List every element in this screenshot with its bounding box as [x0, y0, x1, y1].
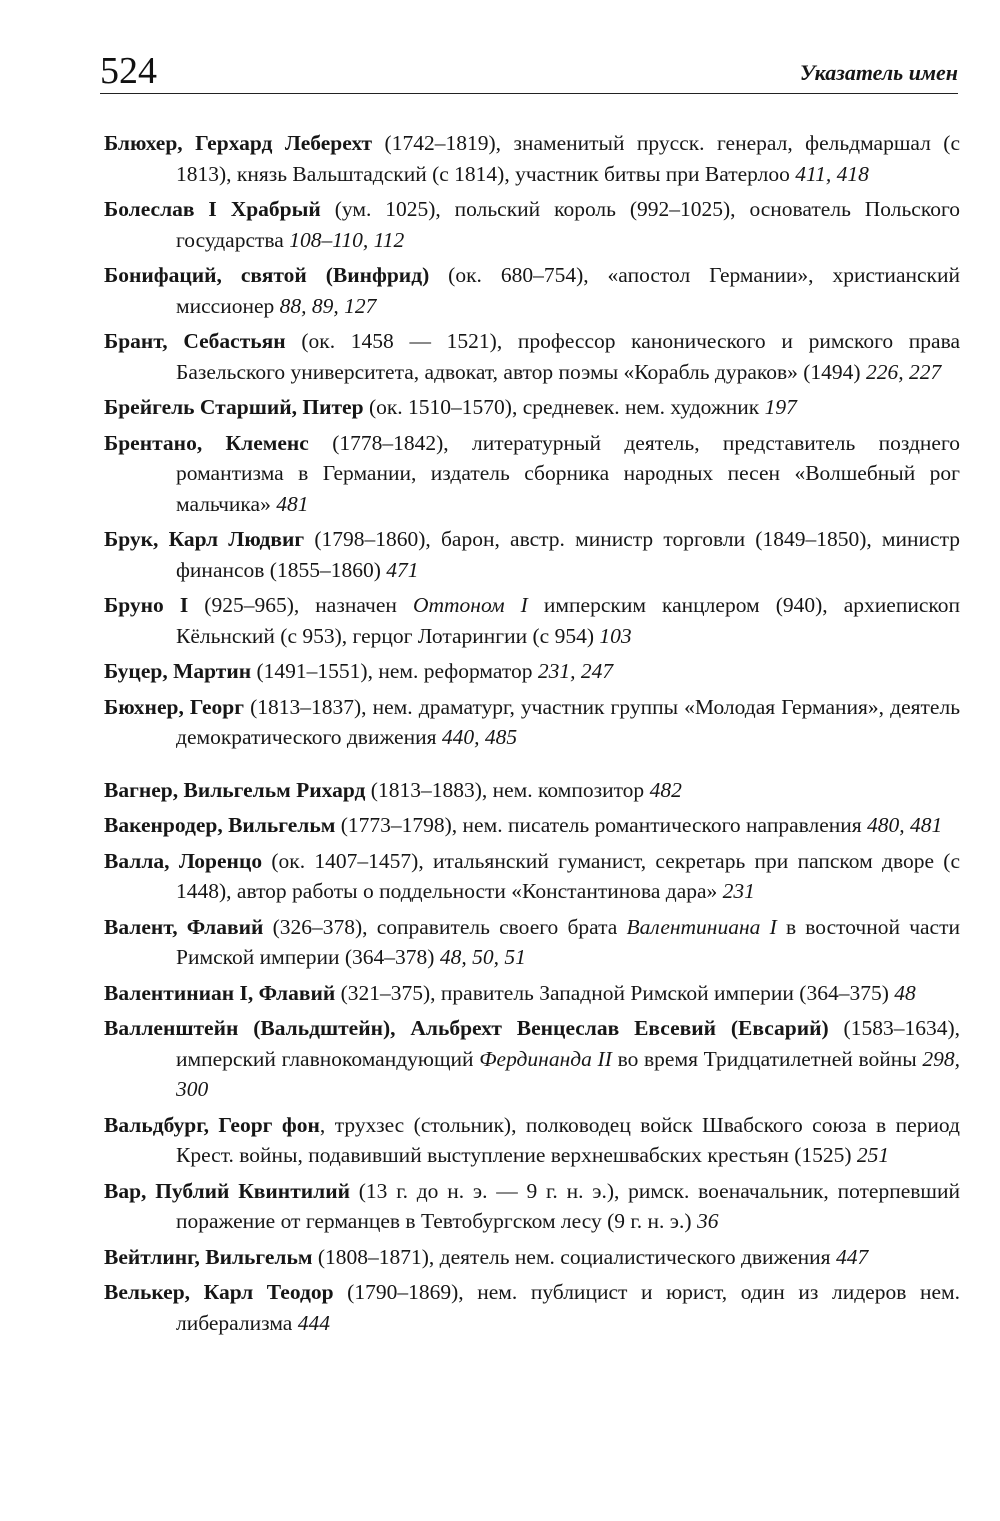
index-entry [104, 326, 960, 387]
entry-pages: 440, 485 [441, 725, 518, 749]
entry-pages: 444 [297, 1310, 330, 1335]
index-entry [104, 656, 960, 687]
entry-name: Брант, Себастьян [104, 329, 286, 353]
entry-pages: 480, 481 [867, 813, 943, 837]
index-entry [104, 846, 960, 907]
index-entry [104, 810, 960, 841]
entry-name: Вар, Публий Квинтилий [104, 1178, 350, 1203]
entry-text-continued: во время Тридцатилетней войны [611, 1046, 923, 1071]
entry-text: (ум. 1025), польский король (992–1025), основатель Польского государства [176, 197, 960, 252]
entry-text: (925–965), назначен [188, 593, 413, 617]
entry-name: Бонифаций, святой (Винфрид) [104, 263, 430, 287]
page-number: 524 [100, 50, 157, 92]
entry-text: (1491–1551), нем. реформатор [251, 659, 538, 683]
entry-name: Брентано, Клеменс [104, 430, 309, 455]
entry-text: (321–375), правитель Западной Римской империи (364–375) [335, 980, 895, 1005]
entry-name: Валент, Флавий [104, 914, 264, 939]
index-entry [104, 524, 960, 585]
entry-pages: 226, 227 [865, 359, 942, 384]
entry-text: (1790–1869), нем. публицист и юрист, один из лидеров нем. либерализма [176, 1280, 960, 1335]
entry-name: Болеслав I Храбрый [104, 197, 321, 221]
entry-name: Брейгель Старший, Питер [104, 395, 364, 419]
page-header [100, 48, 958, 98]
entry-name: Валленштейн (Вальдштейн), Альбрехт Венцеслав Евсевий (Евсарий) [104, 1016, 829, 1040]
entry-pages: 197 [764, 395, 797, 419]
index-entry [104, 128, 960, 189]
entry-text: (ок. 1510–1570), средневек. нем. художник [363, 395, 765, 419]
entry-pages: 48 [894, 980, 916, 1005]
entry-pages: 48, 50, 51 [439, 945, 526, 969]
entry-pages: 88, 89, 127 [279, 293, 377, 318]
index-entry [104, 428, 960, 520]
header-rule [100, 93, 958, 94]
entry-text: (1813–1837), нем. драматург, участник группы «Молодая Германия», деятель демократического движения [176, 694, 961, 749]
index-entry [104, 392, 960, 423]
entry-name: Бюхнер, Георг [104, 694, 244, 719]
entry-pages: 103 [599, 623, 632, 648]
entry-name: Буцер, Мартин [104, 659, 252, 683]
entry-pages: 482 [649, 777, 682, 802]
entry-name: Валентиниан I, Флавий [104, 980, 336, 1005]
index-entry [104, 1242, 960, 1273]
entry-name: Блюхер, Герхард Леберехт [104, 131, 373, 155]
letter-group-gap [104, 758, 960, 775]
entry-text: (1778–1842), литературный деятель, представитель позднего романтизма в Германии, издатель сборника народных песен «Волшебный рог мальчика» [176, 430, 960, 516]
index-entry [104, 912, 960, 973]
entry-name: Вальдбург, Георг фон [104, 1112, 320, 1137]
entry-pages: 481 [276, 491, 309, 516]
entry-name: Вакенродер, Вильгельм [104, 813, 336, 837]
index-entry [104, 1013, 960, 1105]
entry-text: (326–378), соправитель своего брата [263, 914, 627, 939]
entry-text: (1813–1883), нем. композитор [365, 777, 650, 802]
running-head: Указатель имен [799, 60, 958, 85]
index-entry [104, 1277, 960, 1338]
entry-text: (1742–1819), знаменитый прусск. генерал, фельдмаршал (с 1813), князь Вальштадский (с 1814), участник битвы при Ватерлоо [176, 131, 960, 186]
index-entry [104, 1110, 960, 1171]
index-entry [104, 590, 960, 651]
entry-name: Велькер, Карл Теодор [104, 1280, 334, 1304]
entry-name: Вагнер, Вильгельм Рихард [104, 777, 366, 802]
entry-pages: 36 [696, 1209, 719, 1233]
entry-name: Валла, Лоренцо [104, 848, 263, 873]
entry-pages: 251 [856, 1143, 890, 1167]
entry-text: (1773–1798), нем. писатель романтического направления [335, 813, 868, 837]
index-entries [104, 128, 960, 1343]
entry-cross-reference: Оттоном I [412, 593, 528, 617]
entry-text: (ок. 680–754), «апостол Германии», христианский миссионер [176, 263, 960, 318]
entry-text: , трухзес (стольник), полководец войск Швабского союза в период Крест. войны, подавивший выступление верхнешвабских крестьян (1525) [176, 1112, 960, 1167]
entry-pages: 231 [722, 879, 755, 903]
entry-text: (1798–1860), барон, австр. министр торговли (1849–1850), министр финансов (1855–1860) [176, 527, 960, 582]
index-entry [104, 194, 960, 255]
entry-cross-reference: Валентиниана I [626, 914, 777, 939]
entry-text: (1808–1871), деятель нем. социалистического движения [312, 1244, 836, 1269]
index-entry [104, 775, 960, 806]
entry-pages: 447 [835, 1244, 869, 1269]
entry-pages: 471 [386, 557, 419, 582]
entry-cross-reference: Фердинанда II [479, 1046, 612, 1071]
entry-text: (1583–1634), имперский главнокомандующий [176, 1016, 960, 1071]
index-entry [104, 978, 960, 1009]
index-entry [104, 1176, 960, 1237]
entry-name: Брук, Карл Людвиг [104, 527, 305, 551]
entry-pages: 411, 418 [795, 161, 869, 186]
entry-text-continued: в восточной части Римской империи (364–378) [176, 914, 960, 969]
entry-pages: 231, 247 [537, 659, 614, 683]
entry-name: Бруно I [104, 593, 189, 617]
entry-pages: 108–110, 112 [289, 227, 405, 252]
entry-name: Вейтлинг, Вильгельм [104, 1244, 313, 1269]
entry-text: (ок. 1458 — 1521), профессор канонического и римского права Базельского университета, адвокат, автор поэмы «Корабль дураков» (1494) [176, 329, 961, 384]
entry-text: (13 г. до н. э. — 9 г. н. э.), римск. военачальник, потерпевший поражение от германцев в Тевтобургском лесу (9 г. н. э.) [176, 1178, 960, 1233]
index-entry [104, 260, 960, 321]
entry-text-continued: имперским канцлером (940), архиепископ Кёльнский (с 953), герцог Лотарингии (с 954) [176, 593, 960, 648]
index-entry [104, 692, 960, 753]
entry-pages: 298, 300 [176, 1046, 961, 1101]
entry-text: (ок. 1407–1457), итальянский гуманист, секретарь при папском дворе (с 1448), автор работы о поддельности «Константинова дара» [176, 848, 960, 903]
